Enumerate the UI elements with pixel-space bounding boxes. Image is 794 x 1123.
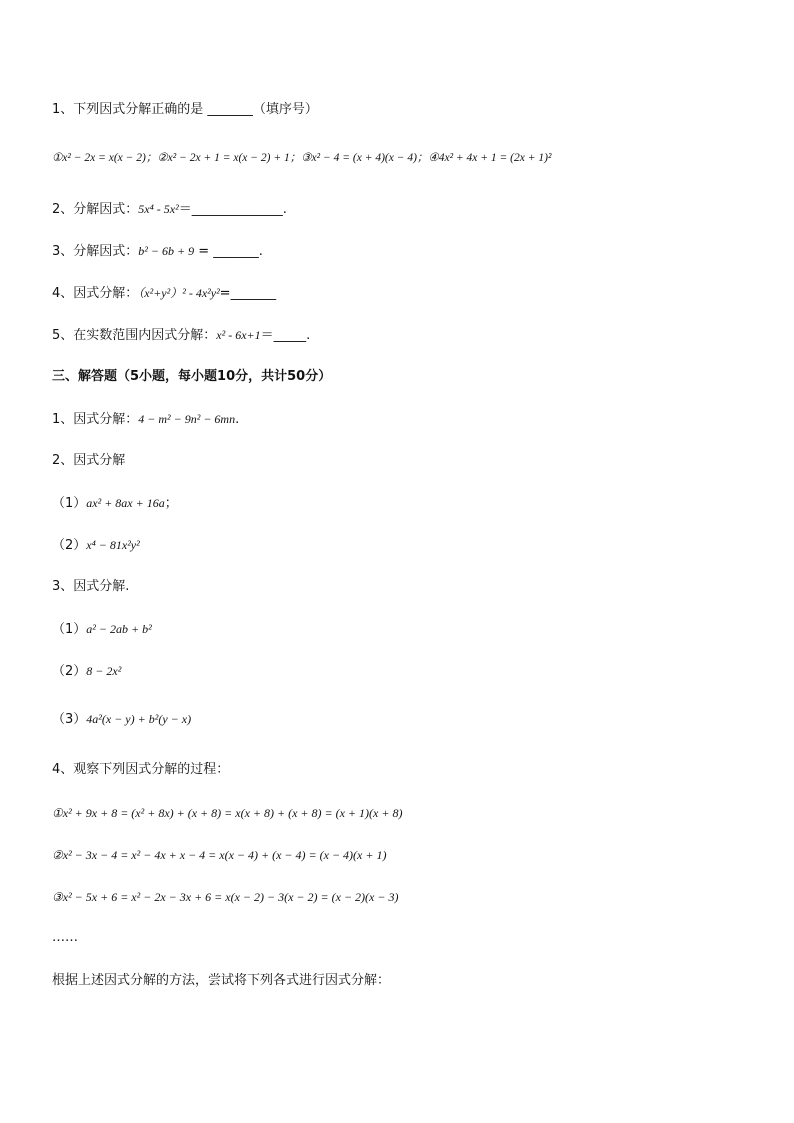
s3-q3-title: 3、因式分解. — [52, 579, 130, 594]
s3-q3-p2-expr: 8 − 2x² — [86, 664, 122, 678]
s3-q1-prefix: 1、因式分解： — [52, 412, 139, 427]
q4-prefix: 4、因式分解： — [52, 286, 139, 301]
s3-q4-step-2: ②x² − 3x − 4 = x² − 4x + x − 4 = x(x − 4) + (x − 4) = (x − 4)(x + 1) — [52, 848, 387, 862]
s3-q1-suffix: . — [235, 412, 240, 427]
q4-suffix: =_______ — [219, 286, 277, 301]
s3-q2-title: 2、因式分解 — [52, 453, 126, 468]
s3-q4-ellipsis: …… — [52, 930, 78, 945]
q1-stem: 1、下列因式分解正确的是 _______（填序号） — [52, 102, 318, 117]
s3-q2-p2-expr: x⁴ − 81x²y² — [86, 538, 140, 552]
q3-expr: b² − 6b + 9 — [138, 244, 195, 258]
q5-suffix: ＝_____. — [260, 328, 311, 343]
s3-q2-p1-expr: ax² + 8ax + 16a — [86, 496, 165, 510]
s3-q3-part1 — [52, 620, 152, 639]
q5-expr: x² - 6x+1 — [216, 328, 261, 342]
q4-line — [52, 284, 276, 303]
s3-q4-step-1: ①x² + 9x + 8 = (x² + 8x) + (x + 8) = x(x + 8) + (x + 8) = (x + 1)(x + 8) — [52, 806, 403, 820]
s3-q2-part1 — [52, 494, 178, 513]
section3-heading: 三、解答题（5小题，每小题10分，共计50分） — [52, 369, 332, 384]
s3-q3-p3-expr: 4a²(x − y) + b²(y − x) — [86, 712, 192, 726]
s3-q1-line — [52, 410, 239, 429]
q5-prefix: 5、在实数范围内因式分解： — [52, 328, 217, 343]
s3-q2-p1-label: （1） — [52, 496, 87, 511]
q3-suffix: = _______. — [194, 244, 263, 259]
s3-q1-expr: 4 − m² − 9n² − 6mn — [138, 412, 236, 426]
q3-prefix: 3、分解因式： — [52, 244, 139, 259]
q3-line — [52, 242, 263, 261]
s3-q4-title: 4、观察下列因式分解的过程： — [52, 762, 230, 777]
s3-q3-p2-label: （2） — [52, 664, 87, 679]
s3-q4-step-3: ③x² − 5x + 6 = x² − 2x − 3x + 6 = x(x − 2) − 3(x − 2) = (x − 2)(x − 3) — [52, 890, 399, 904]
q4-expr: （x²+y²）² - 4x²y² — [138, 286, 220, 300]
s3-q2-part2 — [52, 536, 140, 555]
s3-q3-part2 — [52, 662, 121, 681]
q2-suffix: ＝______________. — [178, 202, 287, 217]
q2-expr: 5x⁴ - 5x² — [138, 202, 179, 216]
s3-q3-p1-expr: a² − 2ab + b² — [86, 622, 152, 636]
s3-q3-part3 — [52, 710, 191, 729]
s3-q3-p3-label: （3） — [52, 712, 87, 727]
q1-options: ①x² − 2x = x(x − 2)；②x² − 2x + 1 = x(x − 2) + 1；③x² − 4 = (x + 4)(x − 4)；④4x² + 4x + 1 = (2x + 1)² — [52, 152, 552, 164]
s3-q2-p2-label: （2） — [52, 538, 87, 553]
s3-q2-p1-suffix: ； — [164, 496, 178, 511]
q2-line — [52, 200, 287, 219]
s3-q4-instruction: 根据上述因式分解的方法，尝试将下列各式进行因式分解： — [52, 973, 391, 988]
s3-q3-p1-label: （1） — [52, 622, 87, 637]
q5-line — [52, 326, 310, 345]
q2-prefix: 2、分解因式： — [52, 202, 139, 217]
